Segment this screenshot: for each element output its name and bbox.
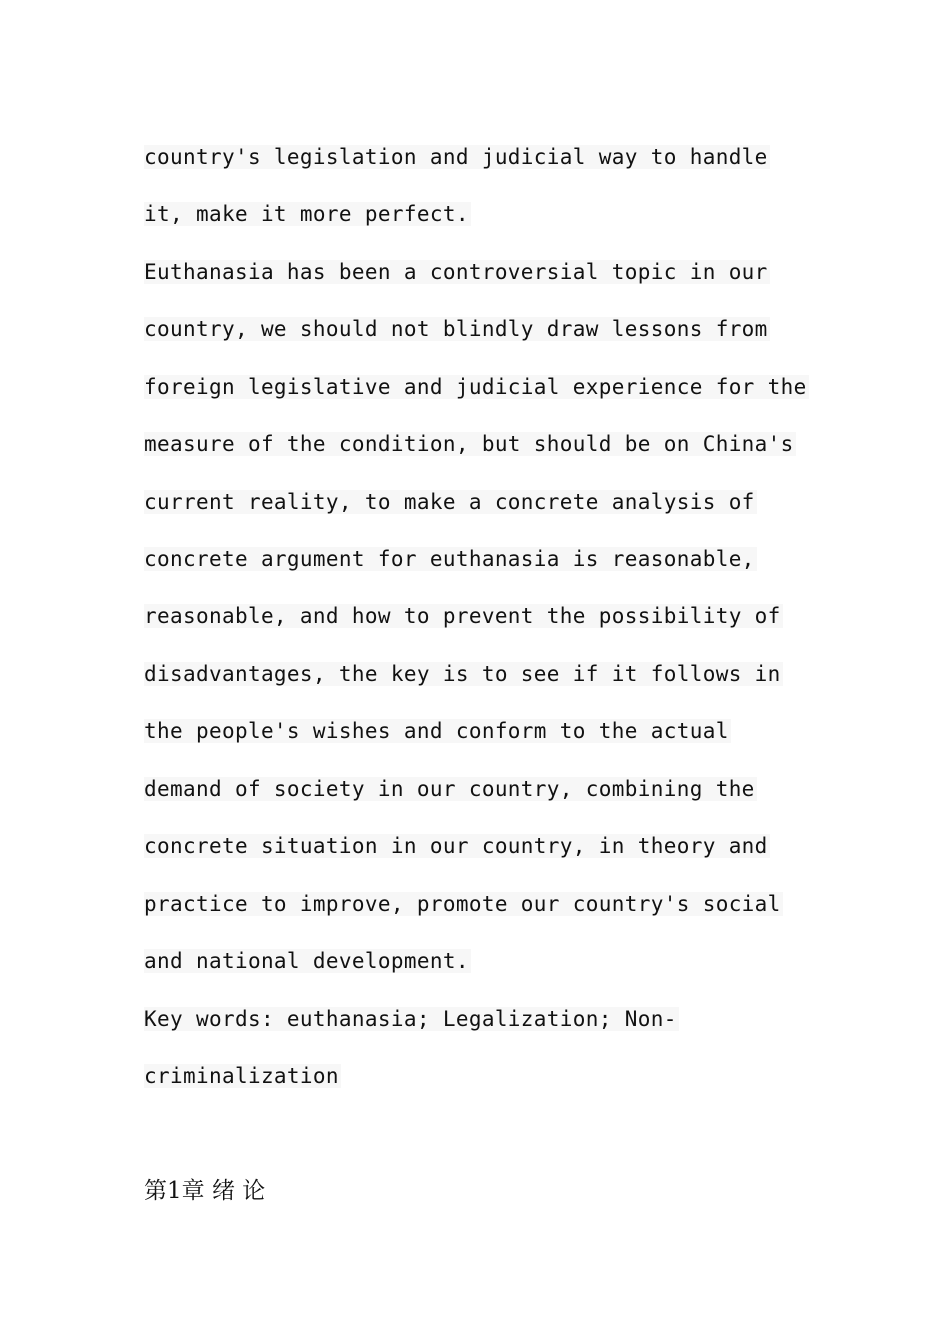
abstract-line-2-text: it, make it more perfect. — [144, 202, 469, 226]
abstract-line-11 — [144, 716, 731, 746]
abstract-line-8 — [144, 544, 757, 574]
keywords-line-2 — [144, 1061, 341, 1091]
abstract-line-7 — [144, 487, 757, 517]
abstract-line-1 — [144, 142, 770, 172]
abstract-line-10-text: disadvantages, the key is to see if it follows in — [144, 662, 781, 686]
abstract-line-8-text: concrete argument for euthanasia is reasonable, — [144, 547, 755, 571]
abstract-line-12 — [144, 774, 757, 804]
abstract-line-9 — [144, 601, 783, 631]
abstract-line-14 — [144, 889, 783, 919]
abstract-line-11-text: the people's wishes and conform to the actual — [144, 719, 729, 743]
abstract-line-15-text: and national development. — [144, 949, 469, 973]
abstract-line-4-text: country, we should not blindly draw lessons from — [144, 317, 768, 341]
abstract-line-10 — [144, 659, 783, 689]
abstract-line-14-text: practice to improve, promote our country's social — [144, 892, 781, 916]
abstract-line-6-text: measure of the condition, but should be on China's — [144, 432, 794, 456]
keywords-line-1 — [144, 1004, 679, 1034]
abstract-line-5 — [144, 372, 809, 402]
abstract-line-9-text: reasonable, and how to prevent the possibility of — [144, 604, 781, 628]
keywords-text-2: criminalization — [144, 1064, 339, 1088]
abstract-line-3-text: Euthanasia has been a controversial topic in our — [144, 260, 768, 284]
abstract-line-13 — [144, 831, 770, 861]
abstract-line-13-text: concrete situation in our country, in theory and — [144, 834, 768, 858]
chapter-heading: 第1章 绪 论 — [144, 1178, 266, 1204]
abstract-line-3 — [144, 257, 770, 287]
abstract-line-1-text: country's legislation and judicial way to handle — [144, 145, 768, 169]
abstract-line-6 — [144, 429, 796, 459]
abstract-line-4 — [144, 314, 770, 344]
abstract-line-2 — [144, 199, 471, 229]
abstract-line-15 — [144, 946, 471, 976]
abstract-line-7-text: current reality, to make a concrete analysis of — [144, 490, 755, 514]
keywords-text-1: Key words: euthanasia; Legalization; Non- — [144, 1007, 677, 1031]
abstract-line-12-text: demand of society in our country, combining the — [144, 777, 755, 801]
abstract-line-5-text: foreign legislative and judicial experience for the — [144, 375, 807, 399]
